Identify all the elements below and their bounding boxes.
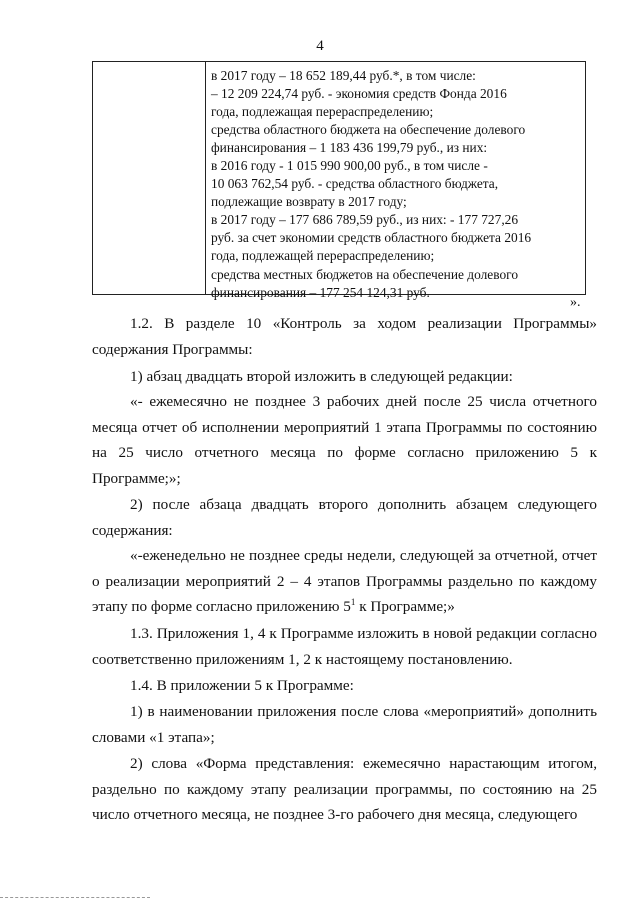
table-column-divider — [205, 62, 206, 294]
weekly-text: «-еженедельно не позднее среды недели, следующей за отчетной, отчет о реализации мероприятий 2 – 4 этапов Программы раздельно по каждому этапу по форме согласно приложению 5 — [92, 547, 597, 615]
continuation-table — [92, 61, 586, 300]
paragraph-quote-monthly: «- ежемесячно не позднее 3 рабочих дней после 25 числа отчетного месяца отчет об исполнении мероприятий 1 этапа Программы по состоянию на 25 число отчетного месяца по форме согласно приложению 5 к Программе;»; — [92, 393, 597, 487]
paragraph-quote-weekly — [92, 543, 597, 620]
paragraph-sub-1: 1) абзац двадцать второй изложить в следующей редакции: — [130, 368, 513, 385]
page-number: 4 — [316, 38, 324, 54]
table-line: года, подлежащая перераспределению; — [211, 104, 434, 120]
table-line: средства местных бюджетов на обеспечение долевого — [211, 266, 519, 282]
table-line: в 2017 году – 18 652 189,44 руб.*, в том числе: — [211, 68, 476, 83]
paragraph-1-4: 1.4. В приложении 5 к Программе: — [130, 677, 354, 694]
table-line: в 2016 году - 1 015 990 900,00 руб., в том числе - — [211, 158, 488, 174]
weekly-text-end: к Программе;» — [355, 598, 455, 615]
table-cell-text — [211, 67, 579, 302]
closing-quote: ». — [570, 295, 581, 310]
table-line: финансирования – 177 254 124,31 руб. — [211, 284, 430, 300]
table-line: средства областного бюджета на обеспечение долевого — [211, 122, 526, 138]
appendix-superscript: 1 — [350, 596, 356, 607]
table-line: руб. за счет экономии средств областного бюджета 2016 — [211, 230, 532, 246]
paragraph-sub-2b: 2) слова «Форма представления: ежемесячно нарастающим итогом, раздельно по каждому этапу реализации программы, по состоянию на 25 число отчетного месяца, не позднее 3-го рабочего дня месяца, следующего — [92, 755, 597, 823]
page-footer-line — [0, 897, 150, 898]
table-line: года, подлежащей перераспределению; — [211, 248, 435, 264]
table-line: финансирования – 1 183 436 199,79 руб., из них: — [211, 140, 488, 156]
paragraph-1-2: 1.2. В разделе 10 «Контроль за ходом реализации Программы» содержания Программы: — [92, 315, 597, 358]
table-line: 10 063 762,54 руб. - средства областного бюджета, — [211, 176, 499, 192]
table-line: в 2017 году – 177 686 789,59 руб., из них: - 177 727,26 — [211, 212, 519, 228]
paragraph-sub-1b: 1) в наименовании приложения после слова «мероприятий» дополнить словами «1 этапа»; — [92, 703, 597, 746]
paragraph-1-3: 1.3. Приложения 1, 4 к Программе изложить в новой редакции согласно соответственно приложениям 1, 2 к настоящему постановлению. — [92, 625, 597, 668]
paragraph-sub-2: 2) после абзаца двадцать второго дополнить абзацем следующего содержания: — [92, 496, 597, 539]
table-line: подлежащие возврату в 2017 году; — [211, 194, 407, 210]
table-line: – 12 209 224,74 руб. - экономия средств Фонда 2016 — [211, 86, 507, 102]
